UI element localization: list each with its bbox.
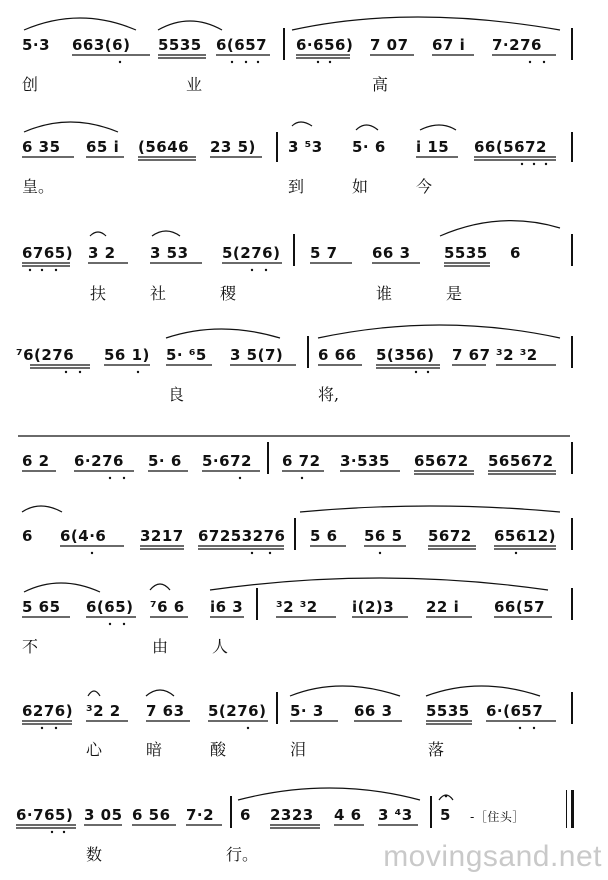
note-segment: 7 07 — [370, 36, 409, 54]
lyric-char: 到 — [288, 177, 305, 196]
note-segment: 6 56 — [132, 806, 171, 824]
bar-line — [571, 234, 573, 266]
lyric-char: 如 — [352, 177, 369, 196]
note-segment: 6·(657 — [486, 702, 544, 720]
lyric-char: 谁 — [376, 284, 393, 303]
note-segment: 66(57 — [494, 598, 546, 616]
note-segment: 6·276 — [74, 452, 124, 470]
note-segment: 6 72 — [282, 452, 321, 470]
lyric-char: 良 — [168, 385, 185, 404]
note-segment: 6276) — [22, 702, 74, 720]
note-segment: 67 i — [432, 36, 466, 54]
note-segment: 65612) — [494, 527, 557, 545]
bar-line — [267, 442, 269, 474]
note-segment: ⁷6(276 — [16, 346, 75, 364]
note-segment: 65672 — [414, 452, 469, 470]
bar-line — [430, 796, 432, 828]
bar-line — [293, 234, 295, 266]
note-segment: 5· 3 — [290, 702, 324, 720]
note-segment: 5535 — [444, 244, 488, 262]
note-segment: 5· 6 — [352, 138, 386, 156]
note-segment: 67253276 — [198, 527, 286, 545]
note-segment: 7 63 — [146, 702, 185, 720]
lyric-char: 业 — [186, 75, 203, 94]
bar-line — [230, 796, 232, 828]
lyric-char: 泪 — [290, 740, 307, 759]
note-segment: 6(4·6 — [60, 527, 107, 545]
note-segment: 23 5) — [210, 138, 256, 156]
lyric-char: 高 — [372, 75, 389, 94]
bar-line — [283, 28, 285, 60]
lyric-char: 创 — [22, 75, 39, 94]
note-segment: 5 7 — [310, 244, 338, 262]
note-segment: 6·656) — [296, 36, 354, 54]
note-segment: 5(276) — [208, 702, 267, 720]
note-segment: 3 ⁵3 — [288, 138, 323, 156]
note-segment: 65 i — [86, 138, 120, 156]
note-segment: 5 6 — [310, 527, 338, 545]
note-segment: 56 5 — [364, 527, 403, 545]
note-segment: 66(5672 — [474, 138, 547, 156]
note-segment: 22 i — [426, 598, 460, 616]
note-segment: 3 ⁴3 — [378, 806, 413, 824]
note-segment: 5672 — [428, 527, 472, 545]
note-segment: i(2)3 — [352, 598, 395, 616]
performance-direction: -［住头］ — [470, 810, 525, 824]
note-segment: 3 53 — [150, 244, 189, 262]
note-segment: i 15 — [416, 138, 450, 156]
bar-line — [307, 336, 309, 368]
note-segment: ³2 ³2 — [496, 346, 538, 364]
bar-line — [294, 518, 296, 550]
note-segment: 2323 — [270, 806, 314, 824]
note-segment: 5(356) — [376, 346, 435, 364]
lyric-char: 数 — [86, 845, 103, 864]
note-segment: 7·276 — [492, 36, 542, 54]
note-segment: 3217 — [140, 527, 184, 545]
note-segment: 6 — [240, 806, 251, 824]
note-segment: 7·2 — [186, 806, 215, 824]
note-segment: 3 2 — [88, 244, 116, 262]
note-segment: 3 05 — [84, 806, 123, 824]
bar-line — [571, 588, 573, 620]
bar-line — [571, 442, 573, 474]
lyric-char: 将, — [318, 385, 340, 404]
bar-line — [571, 692, 573, 724]
note-segment: 5535 — [426, 702, 470, 720]
note-segment: 5·672 — [202, 452, 252, 470]
note-segment: 5535 — [158, 36, 202, 54]
lyric-char: 是 — [446, 284, 463, 303]
note-segment: 6 66 — [318, 346, 357, 364]
bar-line — [256, 588, 258, 620]
note-segment: 5 — [440, 806, 451, 824]
note-segment: ³2 2 — [86, 702, 121, 720]
note-segment: 6·765) — [16, 806, 74, 824]
note-segment: 6 — [510, 244, 521, 262]
bar-line — [571, 132, 573, 162]
note-segment: 66 3 — [354, 702, 393, 720]
note-segment: 565672 — [488, 452, 554, 470]
note-segment: 5 65 — [22, 598, 61, 616]
note-segment: 5(276) — [222, 244, 281, 262]
note-segment: 6(65) — [86, 598, 134, 616]
watermark: movingsand.net — [383, 840, 602, 873]
lyric-char: 扶 — [90, 284, 107, 303]
note-segment: i6 3 — [210, 598, 244, 616]
final-double-bar — [566, 790, 574, 828]
lyric-char: 稷 — [220, 284, 237, 303]
note-segment: 4 6 — [334, 806, 362, 824]
bar-line — [276, 692, 278, 724]
lyric-char: 落 — [428, 740, 445, 759]
lyric-char: 今 — [416, 177, 433, 196]
bar-line — [571, 28, 573, 60]
note-segment: 7 67 — [452, 346, 491, 364]
note-segment: 6 2 — [22, 452, 50, 470]
note-segment: (5646 — [138, 138, 190, 156]
note-segment: 56 1) — [104, 346, 150, 364]
lyric-char: 心 — [86, 740, 103, 759]
lyric-char: 社 — [150, 284, 167, 303]
lyric-char: 不 — [22, 637, 39, 656]
note-segment: 3 5(7) — [230, 346, 284, 364]
lyric-char: 暗 — [146, 740, 163, 759]
note-segment: 5· 6 — [148, 452, 182, 470]
note-segment: 3·535 — [340, 452, 390, 470]
note-segment: 66 3 — [372, 244, 411, 262]
lyric-char: 酸 — [210, 740, 227, 759]
lyric-char: 皇。 — [22, 177, 55, 196]
lyric-char: 人 — [212, 637, 229, 656]
note-segment: 6 35 — [22, 138, 61, 156]
note-segment: ⁷6 6 — [150, 598, 185, 616]
note-segment: 5· ⁶5 — [166, 346, 207, 364]
lyric-char: 由 — [152, 637, 169, 656]
note-segment: 6 — [22, 527, 33, 545]
bar-line — [571, 518, 573, 550]
note-segment: 663(6) — [72, 36, 131, 54]
lyric-char: 行。 — [226, 845, 259, 864]
note-segment: 6(657 — [216, 36, 268, 54]
note-segment: 6765) — [22, 244, 74, 262]
bar-line — [276, 132, 278, 162]
note-segment: ³2 ³2 — [276, 598, 318, 616]
note-segment: 5·3 — [22, 36, 51, 54]
bar-line — [571, 336, 573, 368]
